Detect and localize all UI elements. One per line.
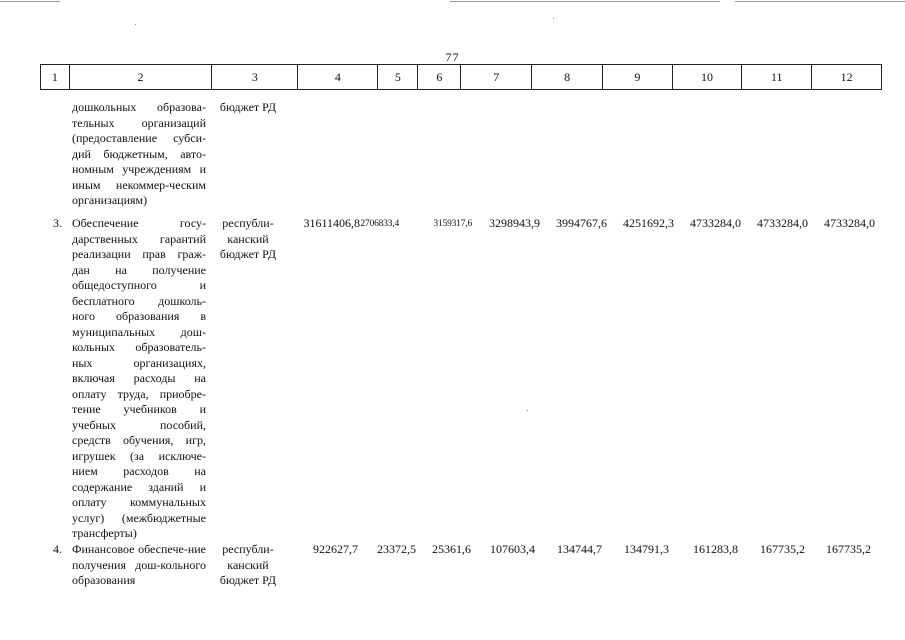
column-header: 4	[298, 65, 378, 90]
value-col-10: 161283,8	[693, 542, 738, 556]
row-number: 4.	[53, 542, 62, 556]
value-col-11: 4733284,0	[757, 216, 808, 230]
scan-speck	[135, 24, 136, 25]
continuation-description: дошкольных образова-тельных организаций (предоставление субси-дий бюджетным, авто-номным учреждениям и иным некоммер-ческим организациям)	[72, 100, 206, 207]
value-col-7: 3298943,9	[489, 216, 540, 230]
value-col-10: 4733284,0	[690, 216, 741, 230]
value-col-8: 3994767,6	[556, 216, 607, 230]
value-col-11: 167735,2	[760, 542, 805, 556]
value-col-5: 2706833,4	[360, 219, 399, 229]
value-col-6: 3159317,6	[433, 219, 472, 229]
column-header: 9	[602, 65, 672, 90]
column-header: 3	[212, 65, 298, 90]
scan-edge-mark	[735, 1, 905, 2]
value-col-6: 25361,6	[432, 542, 471, 556]
column-header: 8	[532, 65, 603, 90]
value-col-5: 23372,5	[377, 542, 416, 556]
column-header: 12	[812, 65, 882, 90]
page-number: 77	[445, 50, 460, 64]
scan-speck	[553, 18, 554, 19]
column-header: 5	[378, 65, 418, 90]
row-description: Финансовое обеспече-ние получения дош-кольного образования	[72, 542, 206, 587]
column-header: 7	[461, 65, 532, 90]
scan-speck	[527, 410, 528, 411]
value-col-4: 922627,7	[313, 542, 358, 556]
column-header-row	[40, 64, 882, 90]
value-col-12: 167735,2	[826, 542, 871, 556]
value-col-8: 134744,7	[557, 542, 602, 556]
row-source: республи-канский бюджет РД	[219, 542, 277, 587]
column-header: 6	[418, 65, 461, 90]
row-source: республи-канский бюджет РД	[219, 216, 277, 261]
row-number: 3.	[53, 216, 62, 230]
value-col-9: 134791,3	[624, 542, 669, 556]
value-col-7: 107603,4	[490, 542, 535, 556]
column-header: 2	[69, 65, 212, 90]
column-header: 10	[672, 65, 742, 90]
value-col-12: 4733284,0	[824, 216, 875, 230]
scan-edge-mark	[0, 1, 60, 2]
row-description: Обеспечение госу-дарственных гарантий реализации прав граж-дан на получение общедоступного и бесплатного дошколь-ного образования в муниципальных дош-кольных образователь-ных организациях, включая расходы на оплату труда, приобре-тение учебников и учебных пособий, средств обучения, игр, игрушек (за исключе-нием расходов на содержание зданий и оплату коммунальных услуг) (межбюджетные трансферты)	[72, 216, 206, 540]
continuation-source: бюджет РД	[219, 100, 277, 114]
column-header: 1	[41, 65, 70, 90]
value-col-9: 4251692,3	[623, 216, 674, 230]
column-header: 11	[742, 65, 812, 90]
scan-edge-mark	[450, 1, 720, 2]
value-col-4: 31611406,8	[303, 216, 360, 230]
